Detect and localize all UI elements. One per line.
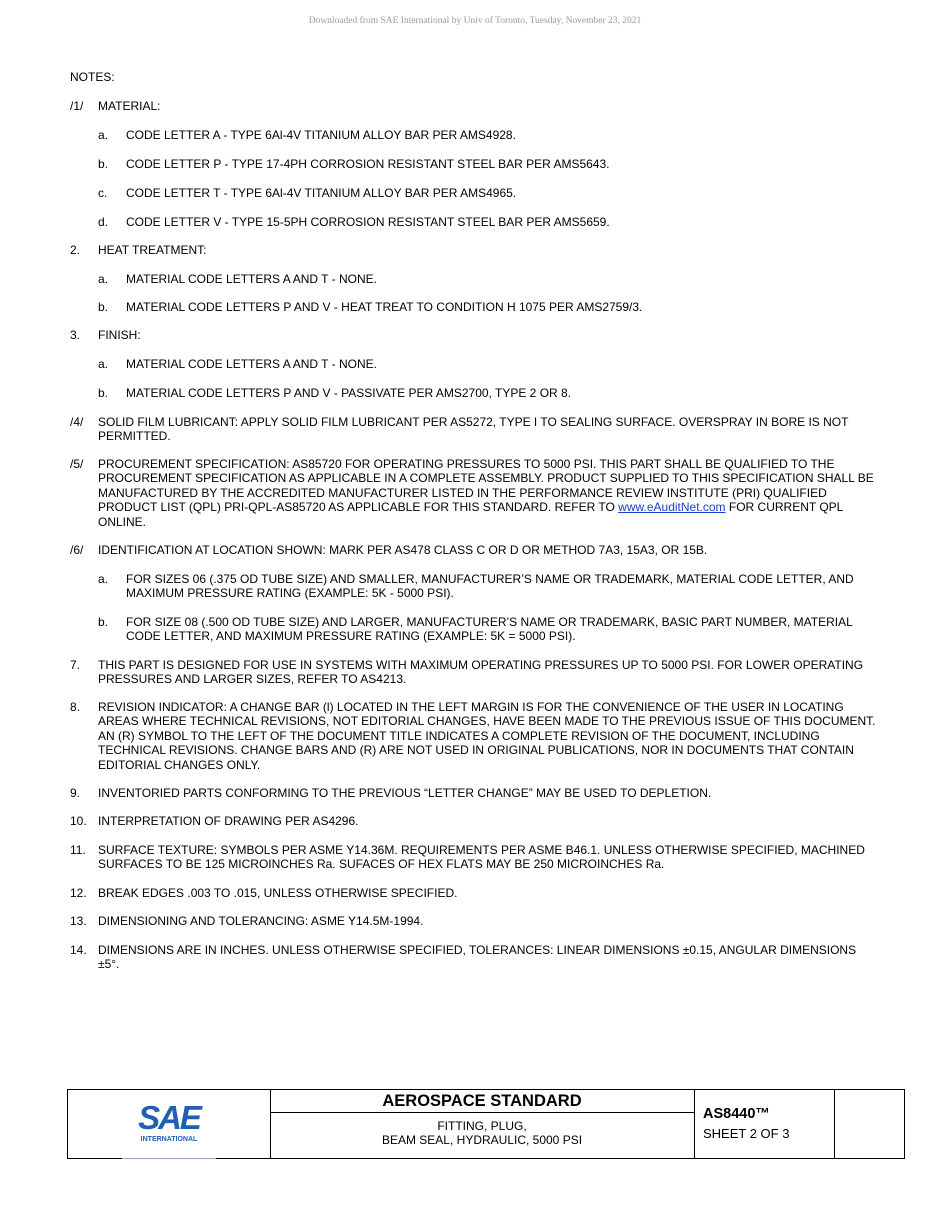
note-text-before-link: PROCUREMENT SPECIFICATION: AS85720 FOR OPERATING PRESSURES TO 5000 PSI. THIS PART SHALL BE QUALIFIED TO THE PROCUREMENT SPECIFICATION AS APPLICABLE IN A COMPLETE ASSEMBLY. PRODUCT SUPPLIED TO THIS SPECIFICATION SHALL BE MANUFACTURED BY THE ACCREDITED MANUFACTURER LISTED IN THE PERFORMANCE REVIEW INSTITUTE (PRI) QUALIFIED PRODUCT LIST (QPL) PRI-QPL-AS85720 AS APPLICABLE FOR THIS STANDARD. REFER TO xyxy=(98,457,874,515)
item-text: CODE LETTER P - TYPE 17-4PH CORROSION RESISTANT STEEL BAR PER AMS5643. xyxy=(126,157,610,171)
note-text: INTERPRETATION OF DRAWING PER AS4296. xyxy=(98,814,359,828)
title-cell xyxy=(270,1090,695,1158)
item-letter: a. xyxy=(98,572,109,586)
note-1 xyxy=(70,99,880,113)
note-9 xyxy=(70,786,880,800)
note-text: DIMENSIONS ARE IN INCHES. UNLESS OTHERWISE SPECIFIED, TOLERANCES: LINEAR DIMENSIONS ±0.15, ANGULAR DIMENSIONS ±5°. xyxy=(98,943,857,972)
item-letter: b. xyxy=(98,300,109,314)
note-number: 11. xyxy=(70,843,86,857)
note-3 xyxy=(70,328,880,342)
note-7 xyxy=(70,658,880,687)
note-number: /5/ xyxy=(70,457,84,471)
note-text-after-link: FOR CURRENT QPL ONLINE. xyxy=(98,500,843,529)
note-text: MATERIAL: xyxy=(98,99,161,113)
standard-heading: AEROSPACE STANDARD xyxy=(270,1090,694,1113)
item-text: CODE LETTER V - TYPE 15-5PH CORROSION RESISTANT STEEL BAR PER AMS5659. xyxy=(126,215,610,229)
note-number: 9. xyxy=(70,786,81,800)
note-number: /4/ xyxy=(70,415,84,429)
ident-item-b xyxy=(98,615,858,644)
ident-item-a xyxy=(98,572,858,601)
item-letter: b. xyxy=(98,157,109,171)
note-number: /1/ xyxy=(70,99,84,113)
item-text: CODE LETTER T - TYPE 6Al-4V TITANIUM ALLOY BAR PER AMS4965. xyxy=(126,186,517,200)
logo-text: SAE xyxy=(138,1100,200,1136)
document-number: AS8440™ xyxy=(703,1106,770,1122)
item-text: MATERIAL CODE LETTERS A AND T - NONE. xyxy=(126,272,377,286)
note-text: IDENTIFICATION AT LOCATION SHOWN: MARK PER AS478 CLASS C OR D OR METHOD 7A3, 15A3, OR 15B. xyxy=(98,543,708,557)
item-letter: a. xyxy=(98,128,109,142)
note-number: 7. xyxy=(70,658,81,672)
note-number: 3. xyxy=(70,328,81,342)
note-text: THIS PART IS DESIGNED FOR USE IN SYSTEMS WITH MAXIMUM OPERATING PRESSURES UP TO 5000 PSI. FOR LOWER OPERATING PRESSURES AND LARGER SIZES, REFER TO AS4213. xyxy=(98,658,864,687)
item-text: FOR SIZE 08 (.500 OD TUBE SIZE) AND LARGER, MANUFACTURER’S NAME OR TRADEMARK, BASIC PART NUMBER, MATERIAL CODE LETTER, AND MAXIMUM PRESSURE RATING (EXAMPLE: 5K = 5000 PSI). xyxy=(126,615,853,644)
note-12 xyxy=(70,886,880,900)
eauditnet-link[interactable]: www.eAuditNet.com xyxy=(618,500,726,515)
sae-logo-icon xyxy=(136,1100,206,1146)
material-item-a xyxy=(98,128,858,142)
note-number: 2. xyxy=(70,243,81,257)
sheet-number: SHEET 2 OF 3 xyxy=(703,1126,790,1141)
note-text: SOLID FILM LUBRICANT: APPLY SOLID FILM LUBRICANT PER AS5272, TYPE I TO SEALING SURFACE. OVERSPRAY IN BORE IS NOT PERMITTED. xyxy=(98,415,849,444)
note-text: REVISION INDICATOR: A CHANGE BAR (l) LOCATED IN THE LEFT MARGIN IS FOR THE CONVENIENCE OF THE USER IN LOCATING AREAS WHERE TECHNICAL REVISIONS, NOT EDITORIAL CHANGES, HAVE BEEN MADE TO THE PREVIOUS ISSUE OF THIS DOCUMENT. AN (R) SYMBOL TO THE LEFT OF THE DOCUMENT TITLE INDICATES A COMPLETE REVISION OF THE DOCUMENT, INCLUDING TECHNICAL REVISIONS. CHANGE BARS AND (R) ARE NOT USED IN ORIGINAL PUBLICATIONS, NOR IN DOCUMENTS THAT CONTAIN EDITORIAL CHANGES ONLY. xyxy=(98,700,876,772)
note-text: FINISH: xyxy=(98,328,141,342)
item-text: CODE LETTER A - TYPE 6Al-4V TITANIUM ALLOY BAR PER AMS4928. xyxy=(126,128,516,142)
note-14 xyxy=(70,943,880,972)
note-number: 10. xyxy=(70,814,87,828)
finish-item-a xyxy=(98,357,858,371)
item-text: MATERIAL CODE LETTERS P AND V - HEAT TREAT TO CONDITION H 1075 PER AMS2759/3. xyxy=(126,300,643,314)
note-2 xyxy=(70,243,880,257)
item-text: MATERIAL CODE LETTERS P AND V - PASSIVATE PER AMS2700, TYPE 2 OR 8. xyxy=(126,386,572,400)
note-number: 14. xyxy=(70,943,87,957)
logo-subtext: INTERNATIONAL xyxy=(140,1136,198,1143)
note-8 xyxy=(70,700,880,772)
note-number: 13. xyxy=(70,914,87,928)
note-5 xyxy=(70,457,880,529)
material-item-c xyxy=(98,186,858,200)
note-4 xyxy=(70,415,880,444)
item-text: FOR SIZES 06 (.375 OD TUBE SIZE) AND SMALLER, MANUFACTURER’S NAME OR TRADEMARK, MATERIAL CODE LETTER, AND MAXIMUM PRESSURE RATING (EXAMPLE: 5K - 5000 PSI). xyxy=(126,572,854,601)
note-13 xyxy=(70,914,880,928)
note-6 xyxy=(70,543,880,557)
document-number-cell xyxy=(694,1090,835,1158)
document-title xyxy=(270,1119,694,1147)
item-letter: d. xyxy=(98,215,109,229)
title-line-1: FITTING, PLUG, xyxy=(437,1119,527,1133)
download-watermark: Downloaded from SAE International by Univ of Toronto, Tuesday, November 23, 2021 xyxy=(308,16,642,26)
item-text: MATERIAL CODE LETTERS A AND T - NONE. xyxy=(126,357,377,371)
material-item-d xyxy=(98,215,858,229)
material-item-b xyxy=(98,157,858,171)
finish-item-b xyxy=(98,386,858,400)
heat-item-b xyxy=(98,300,858,314)
notes-heading: NOTES: xyxy=(70,70,115,84)
note-text: DIMENSIONING AND TOLERANCING: ASME Y14.5M-1994. xyxy=(98,914,424,928)
note-text: HEAT TREATMENT: xyxy=(98,243,207,257)
heat-item-a xyxy=(98,272,858,286)
item-letter: a. xyxy=(98,357,109,371)
logo-divider xyxy=(122,1158,216,1159)
note-number: 12. xyxy=(70,886,87,900)
note-text: INVENTORIED PARTS CONFORMING TO THE PREVIOUS “LETTER CHANGE” MAY BE USED TO DEPLETION. xyxy=(98,786,712,800)
item-letter: b. xyxy=(98,615,109,629)
title-block xyxy=(67,1089,905,1159)
item-letter: c. xyxy=(98,186,108,200)
logo-cell xyxy=(68,1090,271,1158)
note-number: 8. xyxy=(70,700,81,714)
note-text: SURFACE TEXTURE: SYMBOLS PER ASME Y14.36M. REQUIREMENTS PER ASME B46.1. UNLESS OTHERWISE SPECIFIED, MACHINED SURFACES TO BE 125 MICROINCHES Ra. SUFACES OF HEX FLATS MAY BE 250 MICROINCHES Ra. xyxy=(98,843,865,872)
note-11 xyxy=(70,843,880,872)
note-10 xyxy=(70,814,880,828)
note-text: BREAK EDGES .003 TO .015, UNLESS OTHERWISE SPECIFIED. xyxy=(98,886,458,900)
note-number: /6/ xyxy=(70,543,84,557)
item-letter: b. xyxy=(98,386,109,400)
title-line-2: BEAM SEAL, HYDRAULIC, 5000 PSI xyxy=(381,1133,583,1147)
item-letter: a. xyxy=(98,272,109,286)
note-text xyxy=(98,457,880,529)
